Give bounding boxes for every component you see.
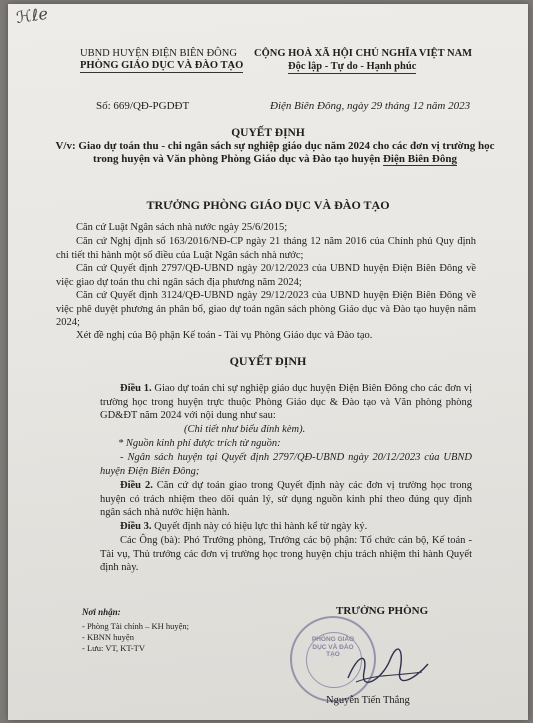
funding-text: - Ngân sách huyện tại Quyết định 2797/QĐ-UBND ngày 20/12/2023 của UBND huyện Điện Biên Đông; (100, 452, 472, 477)
document-type-title: QUYẾT ĐỊNH (231, 127, 305, 139)
article-2 (100, 479, 472, 520)
basis-text: Xét đề nghị của Bộ phận Kế toán - Tài vụ Phòng Giáo dục và Đào tạo. (76, 330, 373, 341)
article-1-text: Giao dự toán chi sự nghiệp giáo dục huyện Điện Biên Đông cho các đơn vị trường học trong huyện trực thuộc Phòng Giáo dục & Đào tạo và Văn phòng phòng GD&ĐT năm 2024 với nội dung như sau: (100, 383, 472, 421)
subject-text: V/v: Giao dự toán thu - chi ngân sách sự nghiệp giáo dục năm 2024 cho các đơn vị trường học trong huyện và Văn phòng Phòng Giáo dục và Đào tạo huyện (55, 140, 495, 165)
national-title: CỘNG HOÀ XÃ HỘI CHỦ NGHĨA VIỆT NAM (254, 48, 473, 59)
document-number: Số: 669/QĐ-PGDĐT (96, 100, 190, 112)
seal-text: PHÒNG GIÁO DỤC VÀ ĐÀO TẠO (311, 636, 355, 658)
org-name-line1: UBND HUYỆN ĐIỆN BIÊN ĐÔNG (80, 48, 237, 59)
article-3-label: Điều 3. (120, 521, 152, 532)
subject-underlined-text: Điện Biên Đông (382, 153, 457, 165)
basis-item (56, 262, 476, 289)
article-3-text2: Các Ông (bà): Phó Trưởng phòng, Trưởng các bộ phận: Tổ chức cán bộ, Kế toán - Tài vụ, Thủ trưởng các đơn vị trường học trong huyện chịu trách nhiệm thi hành Quyết định này. (100, 535, 472, 573)
article-3 (100, 520, 472, 534)
basis-item (56, 289, 476, 330)
recipient-item: - Lưu: VT, KT-TV (82, 643, 145, 653)
document-page (8, 4, 528, 720)
basis-item (56, 235, 476, 262)
signature-stroke (348, 649, 428, 682)
funding-label: * Nguồn kinh phí được trích từ nguồn: (118, 438, 281, 449)
recipients-label: Nơi nhận: (82, 607, 121, 617)
article-1 (100, 382, 472, 423)
place-date: Điện Biên Đông, ngày 29 tháng 12 năm 2023 (270, 100, 471, 112)
handwritten-signature (342, 644, 432, 688)
signer-title: TRƯỞNG PHÒNG (336, 605, 429, 617)
basis-text: Căn cứ Quyết định 3124/QĐ-UBND ngày 29/12/2023 của UBND huyện Điện Biên Đông về việc phê duyệt phương án phân bổ, giao dự toán ngân sách phòng Giáo dục và Đào tạo huyện năm 2024; (56, 290, 476, 328)
basis-item (56, 221, 476, 235)
signature-underline (356, 672, 422, 682)
basis-text: Căn cứ Luật Ngân sách nhà nước ngày 25/6/2015; (76, 222, 288, 233)
handwritten-mark: ℋℓℯ (14, 3, 50, 28)
funding-source (100, 451, 472, 478)
basis-text: Căn cứ Quyết định 2797/QĐ-UBND ngày 20/12/2023 của UBND huyện Điện Biên Đông về việc giao dự toán thu chi ngân sách địa phương năm 2024; (56, 263, 476, 288)
article-2-text: Căn cứ dự toán giao trong Quyết định này các đơn vị trường học trong huyện có trách nhiệm theo dõi quản lý, sử dụng nguồn kinh phí theo đúng quy định ngân sách nhà nước hiện hành. (100, 480, 472, 518)
article-1-label: Điều 1. (120, 383, 152, 394)
basis-text: Căn cứ Nghị định số 163/2016/NĐ-CP ngày 21 tháng 12 năm 2016 của Chính phủ Quy định chi tiết thi hành một số điều của Luật Ngân sách nhà nước; (56, 236, 476, 261)
document-subject (46, 140, 504, 166)
recipient-item: - KBNN huyện (82, 632, 134, 642)
article-3-text: Quyết định này có hiệu lực thi hành kể từ ngày ký. (151, 521, 368, 532)
national-motto: Độc lập - Tự do - Hạnh phúc (288, 61, 417, 72)
org-name-line2: PHÒNG GIÁO DỤC VÀ ĐÀO TẠO (80, 60, 244, 71)
signer-name: Nguyễn Tiến Thắng (326, 695, 410, 706)
basis-item (56, 329, 476, 343)
article-3-responsibility (100, 534, 472, 575)
article-1-detail: (Chi tiết như biểu đính kèm). (184, 424, 306, 435)
recipient-item: - Phòng Tài chính – KH huyện; (82, 621, 190, 631)
decision-heading: QUYẾT ĐỊNH (229, 354, 307, 368)
article-2-label: Điều 2. (120, 480, 153, 491)
authority-heading: TRƯỞNG PHÒNG GIÁO DỤC VÀ ĐÀO TẠO (146, 198, 390, 212)
